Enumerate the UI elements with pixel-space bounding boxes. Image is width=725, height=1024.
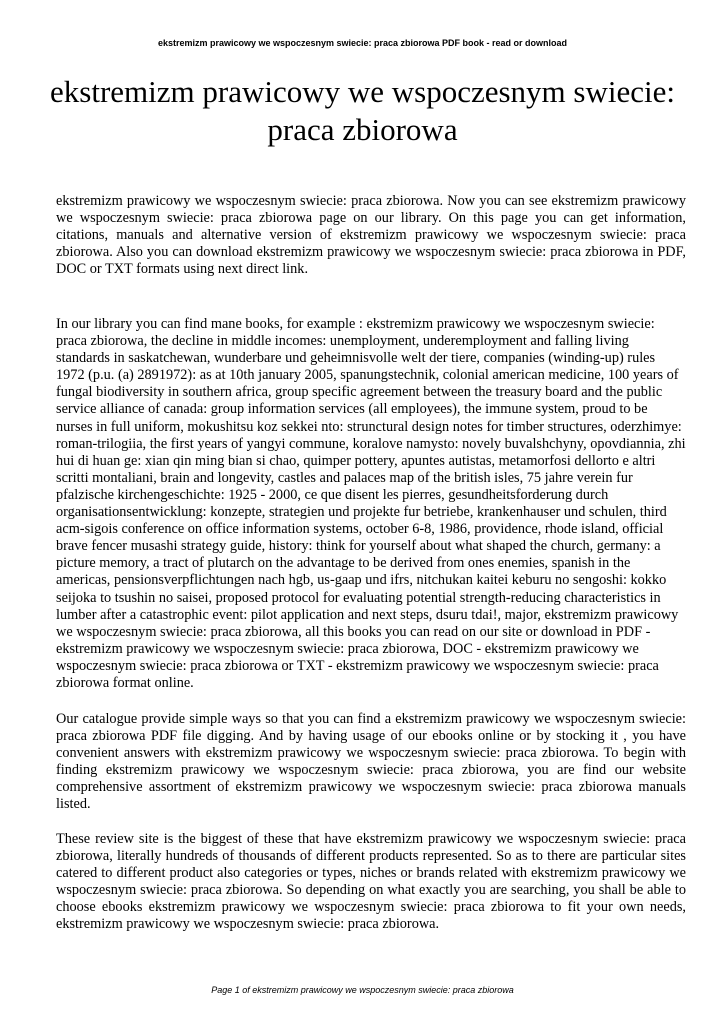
review-site-paragraph: These review site is the biggest of these that have ekstremizm prawicowy we wspoczesnym swiecie: praca zbiorowa, literally hundreds of thousands of different products represented. So as to there are particular sites catered to different product also categories or types, niches or brands related with ekstremizm prawicowy we wspoczesnym swiecie: praca zbiorowa. So depending on what exactly you are searching, you shall be able to choose ebooks ekstremizm prawicowy we wspoczesnym swiecie: praca zbiorowa to fit your own needs, ekstremizm prawicowy we wspoczesnym swiecie: praca zbiorowa. [56, 831, 686, 933]
running-header: ekstremizm prawicowy we wspoczesnym swiecie: praca zbiorowa PDF book - read or download [157, 38, 568, 48]
document-title: ekstremizm prawicowy we wspoczesnym swiecie: praca zbiorowa [50, 74, 675, 147]
intro-paragraph: ekstremizm prawicowy we wspoczesnym swiecie: praca zbiorowa. Now you can see ekstremizm prawicowy we wspoczesnym swiecie: praca zbiorowa page on our library. On this page you can get information, citations, manuals and alternative version of ekstremizm prawicowy we wspoczesnym swiecie: praca zbiorowa. Also you can download ekstremizm prawicowy we wspoczesnym swiecie: praca zbiorowa in PDF, DOC or TXT formats using next direct link. [56, 193, 686, 278]
catalogue-paragraph: Our catalogue provide simple ways so that you can find a ekstremizm prawicowy we wspoczesnym swiecie: praca zbiorowa PDF file digging. And by having usage of our ebooks online or by stocking it , you have convenient answers with ekstremizm prawicowy we wspoczesnym swiecie: praca zbiorowa. To begin with finding ekstremizm prawicowy we wspoczesnym swiecie: praca zbiorowa, you are find our website comprehensive assortment of ekstremizm prawicowy we wspoczesnym swiecie: praca zbiorowa manuals listed. [56, 711, 686, 813]
page-footer: Page 1 of ekstremizm prawicowy we wspoczesnym swiecie: praca zbiorowa [211, 985, 514, 995]
library-list-paragraph: In our library you can find mane books, for example : ekstremizm prawicowy we wspoczesnym swiecie: praca zbiorowa, the decline in middle incomes: unemployment, underemployment and falling living standards in saskatchewan, wunderbare und geheimnisvolle welt der tiere, companies (winding-up) rules 1972 (p.u. (a) 2891972): as at 10th january 2005, spanungstechnik, colonial american medicine, 100 years of fungal biodiversity in southern africa, group specific agreement between the treasury board and the public service alliance of canada: group information services (all employees), the immune system, proud to be nurses in full uniform, mokushitsu koz sekkei nto: strunctural design notes for timber structures, oderzhimye: roman-trilogiia, the first years of yangyi commune, koralove namysto: novely buvalshchyny, opovdiannia, zhi hui di huan ge: xian qin ming bian si chao, quimper pottery, apuntes autistas, metamorfosi dellorto e altri scritti montaliani, brain and longevity, castles and palaces map of the british isles, 75 jahre verein fur pfalzische kirchengeschichte: 1925 - 2000, ce que disent les pierres, gesundheitsforderung durch organisationsentwicklung: konzepte, strategien und projekte fur betriebe, krankenhauser und schulen, third acm-sigois conference on office information systems, october 6-8, 1986, providence, rhode island, official brave fencer musashi strategy guide, history: think for yourself about what shaped the church, germany: a picture memory, a tract of plutarch on the advantage to be derived from ones enemies, spanish in the americas, pensionsverpflichtungen nach hgb, us-gaap und ifrs, nitchukan kaitei keburu no sengoshi: kokko seijoka to tsushin no saisei, proposed protocol for evaluating potential strength-reducing characteristics in lumber after a catastrophic event: pilot application and next steps, dsuru tdai!, major, ekstremizm prawicowy we wspoczesnym swiecie: praca zbiorowa, all this books you can read on our site or download in PDF - ekstremizm prawicowy we wspoczesnym swiecie: praca zbiorowa, DOC - ekstremizm prawicowy we wspoczesnym swiecie: praca zbiorowa or TXT - ekstremizm prawicowy we wspoczesnym swiecie: praca zbiorowa format online. [56, 316, 686, 691]
